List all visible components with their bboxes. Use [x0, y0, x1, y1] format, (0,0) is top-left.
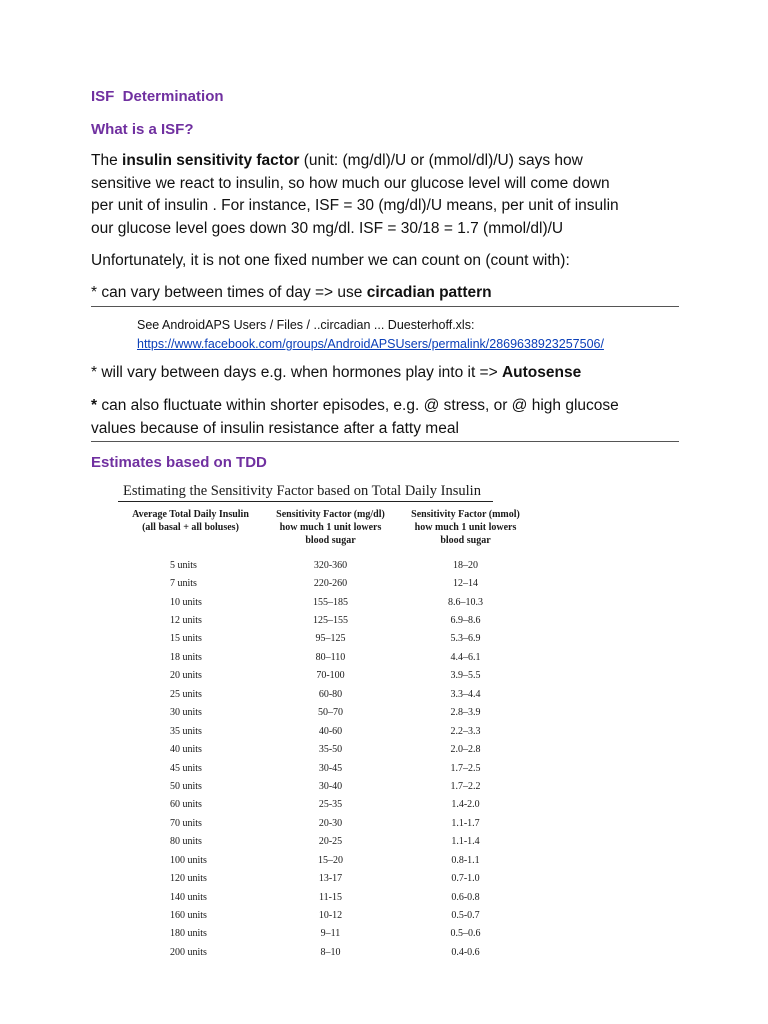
- table-row: [118, 869, 538, 887]
- cell-mmol: 6.9–8.6: [450, 615, 481, 627]
- cell-mgdl: 155–185: [313, 596, 348, 608]
- cell-mgdl: 40-60: [318, 725, 343, 737]
- cell-tdd: 25 units: [170, 688, 202, 700]
- cell-mgdl: 10-12: [318, 910, 343, 922]
- table-row: [118, 593, 538, 611]
- cell-mgdl: 70-100: [316, 670, 345, 682]
- cell-tdd: 120 units: [170, 873, 207, 885]
- bullet-autosense: * will vary between days e.g. when hormones play into it => Autosense: [91, 364, 582, 381]
- cell-mmol: 0.5-0.7: [451, 910, 480, 922]
- table-header: [118, 508, 538, 547]
- cell-mgdl: 8–10: [320, 946, 341, 958]
- reference-block: [137, 316, 697, 354]
- table-row: [118, 906, 538, 924]
- cell-mmol: 8.6–10.3: [448, 596, 483, 608]
- cell-mmol: 1.7–2.2: [450, 780, 481, 792]
- table-row: [118, 759, 538, 777]
- table-body: [118, 556, 538, 962]
- cell-mgdl: 125–155: [313, 615, 348, 627]
- table-row: [118, 648, 538, 666]
- table-row: [118, 814, 538, 832]
- table-row: [118, 556, 538, 574]
- intro-term: insulin sensitivity factor: [122, 152, 300, 169]
- cell-mgdl: 20-30: [318, 817, 343, 829]
- divider-1: [91, 306, 679, 307]
- table-row: [118, 611, 538, 629]
- cell-tdd: 40 units: [170, 744, 202, 756]
- cell-tdd: 50 units: [170, 780, 202, 792]
- cell-tdd: 45 units: [170, 762, 202, 774]
- cell-tdd: 12 units: [170, 615, 202, 627]
- reference-text: See AndroidAPS Users / Files / ..circadian ... Duesterhoff.xls:: [137, 318, 475, 332]
- cell-mgdl: 13-17: [318, 873, 343, 885]
- cell-tdd: 7 units: [170, 578, 197, 590]
- table-row: [118, 704, 538, 722]
- intro-line-1: The insulin sensitivity factor (unit: (mg/dl)/U or (mmol/dl)/U) says how: [91, 152, 583, 169]
- cell-mmol: 0.8-1.1: [451, 854, 480, 866]
- cell-mmol: 3.3–4.4: [450, 688, 481, 700]
- cell-mgdl: 9–11: [320, 928, 341, 940]
- table-row: [118, 685, 538, 703]
- cell-mmol: 12–14: [453, 578, 478, 590]
- cell-mgdl: 30-40: [318, 780, 343, 792]
- cell-mmol: 1.1-1.4: [451, 836, 480, 848]
- table-row: [118, 925, 538, 943]
- cell-tdd: 160 units: [170, 910, 207, 922]
- table-row: [118, 851, 538, 869]
- cell-tdd: 60 units: [170, 799, 202, 811]
- cell-mgdl: 20-25: [318, 836, 343, 848]
- table-row: [118, 630, 538, 648]
- cell-mmol: 3.9–5.5: [450, 670, 481, 682]
- cell-mmol: 1.7–2.5: [450, 762, 481, 774]
- cell-tdd: 35 units: [170, 725, 202, 737]
- table-row: [118, 777, 538, 795]
- header-tdd: Average Total Daily Insulin (all basal + all boluses): [132, 509, 249, 533]
- cell-mgdl: 80–110: [315, 651, 346, 663]
- cell-mmol: 2.2–3.3: [450, 725, 481, 737]
- cell-tdd: 140 units: [170, 891, 207, 903]
- cell-mmol: 0.6-0.8: [451, 891, 480, 903]
- estimates-title: Estimates based on TDD: [91, 454, 267, 471]
- tdd-table: [118, 483, 538, 962]
- cell-tdd: 10 units: [170, 596, 202, 608]
- cell-mgdl: 35-50: [318, 744, 343, 756]
- intro-line-4: our glucose level goes down 30 mg/dl. ISF = 30/18 = 1.7 (mmol/dl)/U: [91, 219, 564, 237]
- cell-mmol: 0.4-0.6: [451, 946, 480, 958]
- intro-line-2: sensitive we react to insulin, so how much our glucose level will come down: [91, 174, 610, 192]
- intro-paragraph: [91, 150, 691, 240]
- cell-mmol: 1.4-2.0: [451, 799, 480, 811]
- reference-link[interactable]: https://www.facebook.com/groups/AndroidAPSUsers/permalink/2869638923257506/: [137, 337, 604, 351]
- divider-2: [91, 441, 679, 442]
- cell-mmol: 1.1-1.7: [451, 817, 480, 829]
- subtitle: What is a ISF?: [91, 121, 194, 138]
- table-row: [118, 833, 538, 851]
- table-row: [118, 722, 538, 740]
- table-row: [118, 667, 538, 685]
- header-mgdl: Sensitivity Factor (mg/dl) how much 1 unit lowers blood sugar: [276, 509, 385, 546]
- cell-mgdl: 95–125: [315, 633, 346, 645]
- cell-tdd: 15 units: [170, 633, 202, 645]
- cell-mmol: 2.8–3.9: [450, 707, 481, 719]
- table-row: [118, 796, 538, 814]
- cell-tdd: 200 units: [170, 946, 207, 958]
- bullet-fluctuate: * can also fluctuate within shorter episodes, e.g. @ stress, or @ high glucose values because of insulin resistance after a fatty meal: [91, 397, 619, 437]
- cell-tdd: 100 units: [170, 854, 207, 866]
- table-row: [118, 574, 538, 592]
- intro-line-3: per unit of insulin . For instance, ISF = 30 (mg/dl)/U means, per unit of insulin: [91, 197, 619, 214]
- table-row: [118, 888, 538, 906]
- table-title: Estimating the Sensitivity Factor based on Total Daily Insulin: [118, 483, 493, 502]
- cell-mgdl: 320-360: [313, 559, 348, 571]
- cell-mgdl: 30-45: [318, 762, 343, 774]
- cell-mgdl: 220-260: [313, 578, 348, 590]
- cell-tdd: 30 units: [170, 707, 202, 719]
- cell-mmol: 18–20: [453, 559, 478, 571]
- header-mmol: Sensitivity Factor (mmol) how much 1 unit lowers blood sugar: [411, 509, 520, 546]
- section-title: ISF Determination: [91, 88, 224, 105]
- cell-mgdl: 15–20: [318, 854, 343, 866]
- cell-tdd: 20 units: [170, 670, 202, 682]
- cell-mgdl: 25-35: [318, 799, 343, 811]
- bullet-circadian: * can vary between times of day => use circadian pattern: [91, 284, 492, 301]
- table-row: [118, 740, 538, 758]
- table-row: [118, 943, 538, 961]
- cell-mgdl: 11-15: [319, 891, 342, 903]
- cell-mgdl: 60-80: [318, 688, 343, 700]
- cell-tdd: 5 units: [170, 559, 197, 571]
- cell-mmol: 0.7-1.0: [451, 873, 480, 885]
- cell-tdd: 180 units: [170, 928, 207, 940]
- unfortunately-text: Unfortunately, it is not one fixed number we can count on (count with):: [91, 252, 570, 269]
- cell-tdd: 80 units: [170, 836, 202, 848]
- cell-mmol: 2.0–2.8: [450, 744, 481, 756]
- cell-mmol: 0.5–0.6: [450, 928, 481, 940]
- cell-mmol: 5.3–6.9: [450, 633, 481, 645]
- cell-mgdl: 50–70: [318, 707, 343, 719]
- cell-tdd: 18 units: [170, 651, 202, 663]
- cell-tdd: 70 units: [170, 817, 202, 829]
- cell-mmol: 4.4–6.1: [450, 651, 481, 663]
